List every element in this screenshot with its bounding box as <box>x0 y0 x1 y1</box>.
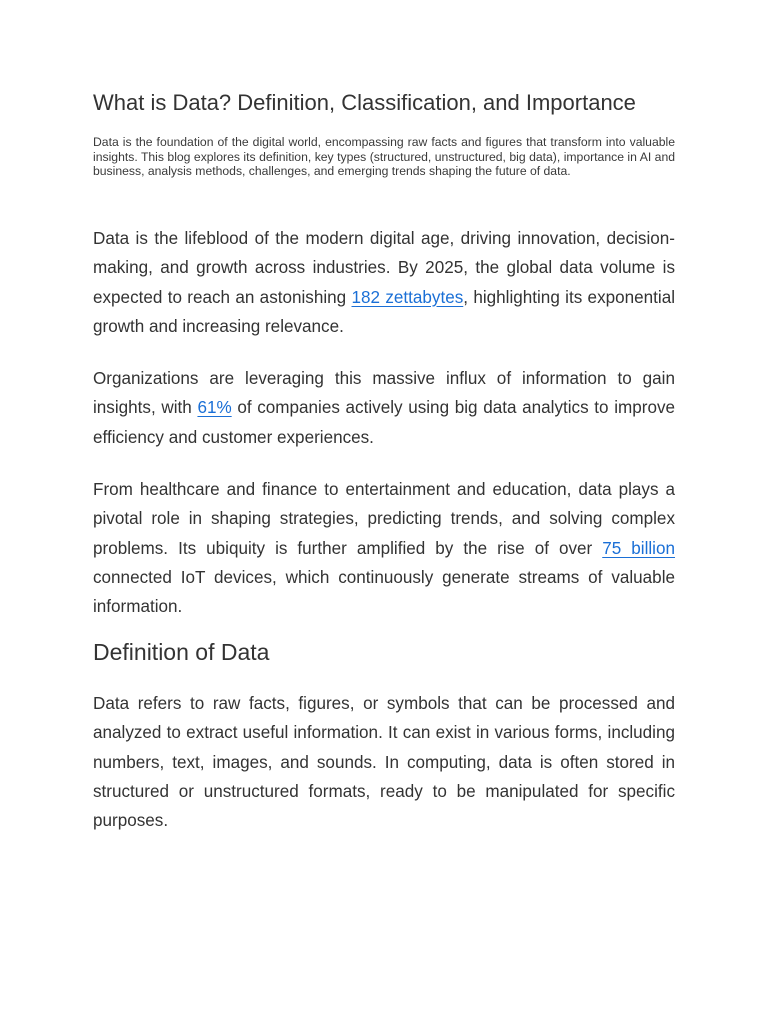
paragraph-text: connected IoT devices, which continuously generate streams of valuable information. <box>93 567 675 617</box>
page-title: What is Data? Definition, Classification, and Importance <box>93 90 636 115</box>
paragraph-text: Organizations are leveraging this massive influx of information to gain insights, with <box>93 369 675 418</box>
paragraph-text: From healthcare and finance to entertainment and education, data plays a pivotal role in shaping strategies, predicting trends, and solving complex problems. Its ubiquity is further amplified by the rise of over <box>93 480 675 558</box>
intro-paragraph-1 <box>93 224 675 341</box>
intro-paragraph-3 <box>93 475 675 621</box>
link-182-zettabytes[interactable]: 182 zettabytes <box>351 287 464 307</box>
paragraph-text: of companies actively using big data analytics to improve efficiency and customer experiences. <box>93 398 676 447</box>
paragraph-text: , highlighting its exponential growth and increasing relevance. <box>93 287 675 336</box>
definition-paragraph: Data refers to raw facts, figures, or symbols that can be processed and analyzed to extract useful information. It can exist in various forms, including numbers, text, images, and sounds. In computing, data is often stored in structured or unstructured formats, ready to be manipulated for specific purposes. <box>93 694 675 831</box>
link-75-billion[interactable]: 75 billion <box>602 538 675 558</box>
intro-paragraph-2 <box>93 364 675 452</box>
article-summary: Data is the foundation of the digital world, encompassing raw facts and figures that transform into valuable insights. This blog explores its definition, key types (structured, unstructured, big data), importance in AI and business, analysis methods, challenges, and emerging trends shaping the future of data. <box>93 135 675 179</box>
section-heading-definition: Definition of Data <box>93 639 270 665</box>
link-61-percent[interactable]: 61% <box>197 398 232 418</box>
paragraph-text: Data is the lifeblood of the modern digital age, driving innovation, decision-making, and growth across industries. By 2025, the global data volume is expected to reach an astonishing <box>93 229 675 307</box>
